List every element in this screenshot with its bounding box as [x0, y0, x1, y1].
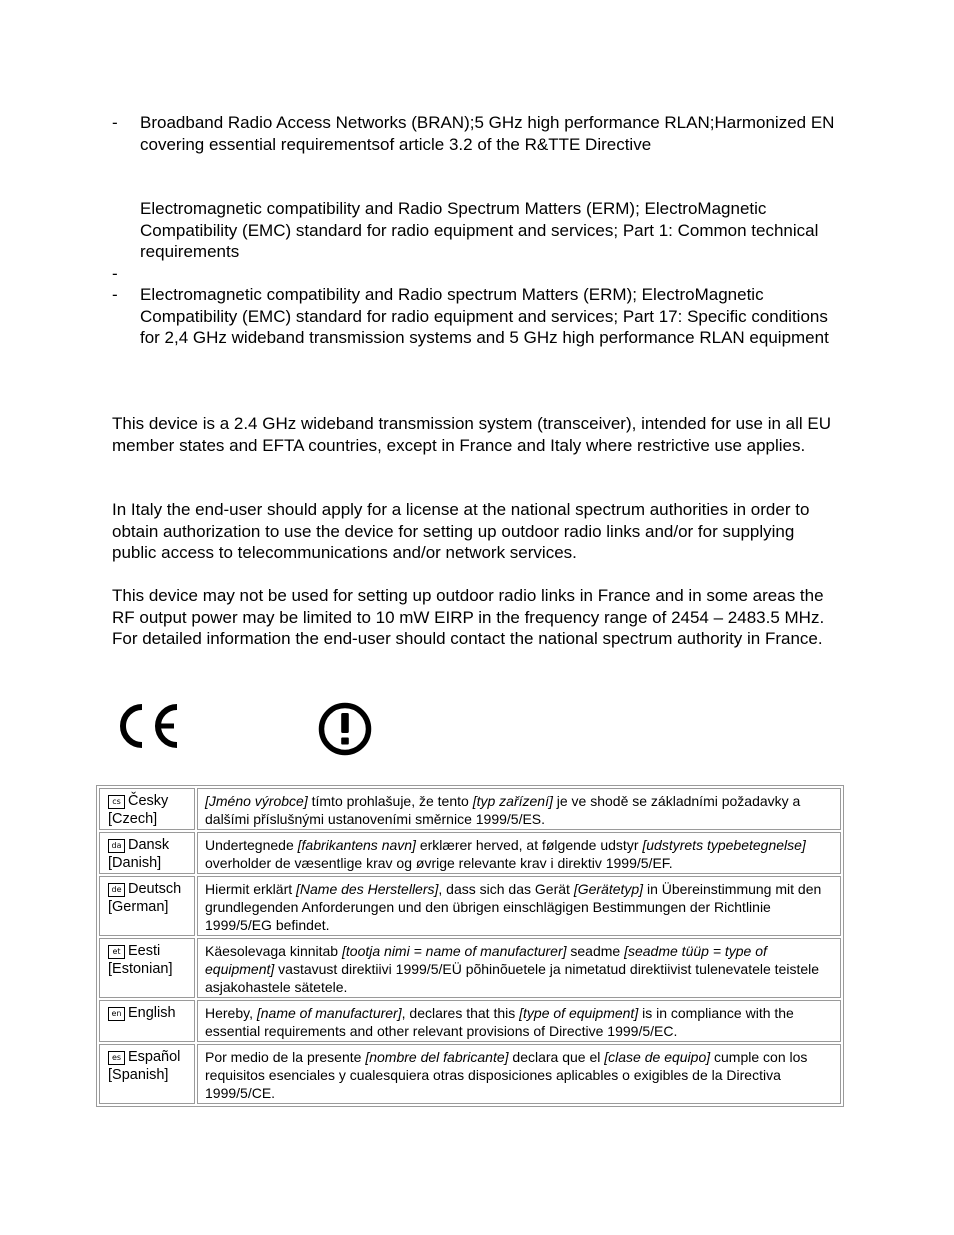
declaration-text [197, 876, 841, 936]
language-name: English [128, 1005, 176, 1021]
declaration-text-fragment: , declares that this [401, 1005, 520, 1021]
language-english-name: [German] [108, 899, 169, 915]
declaration-text-fragment: overholder de væsentlige krav og øvrige relevante krav i direktiv 1999/5/EF. [205, 855, 673, 871]
declaration-text-fragment: erklærer herved, at følgende udstyr [415, 837, 643, 853]
language-name: Dansk [128, 837, 170, 853]
language-cell [99, 876, 195, 936]
language-code-icon: en [108, 1007, 125, 1021]
placeholder-text: [Jméno výrobce] [205, 793, 308, 809]
declaration-row [99, 832, 841, 874]
bullet-text: Electromagnetic compatibility and Radio Spectrum Matters (ERM); ElectroMagnetic Compatibility (EMC) standard for radio equipment and services; Part 1: Common technical requirements [140, 199, 819, 261]
language-cell [99, 1000, 195, 1042]
declaration-text-fragment: , dass sich das Gerät [438, 881, 574, 897]
standard-bullet-1 [112, 112, 852, 155]
language-cell [99, 788, 195, 830]
placeholder-text: [tootja nimi = name of manufacturer] [342, 943, 567, 959]
declaration-text [197, 788, 841, 830]
language-cell [99, 832, 195, 874]
declaration-text-fragment: Hereby, [205, 1005, 257, 1021]
language-code-icon: da [108, 839, 125, 853]
declaration-row [99, 788, 841, 830]
language-english-name: [Danish] [108, 855, 162, 871]
declaration-row [99, 1044, 841, 1104]
language-name: Deutsch [128, 881, 182, 897]
placeholder-text: [udstyrets typebetegnelse] [642, 837, 806, 853]
declaration-text [197, 1044, 841, 1104]
placeholder-text: [name of manufacturer] [256, 1005, 402, 1021]
ce-mark-icon [114, 703, 180, 749]
declaration-text-fragment: seadme [566, 943, 625, 959]
paragraph-italy-license: In Italy the end-user should apply for a license at the national spectrum authorities in order to obtain authorization to use the device for setting up outdoor radio links and/or for supplying public access to telecommunications and/or network services. [112, 500, 810, 562]
declaration-text-fragment: in Übereinstimmung mit den grundlegenden Anforderungen und den übrigen einschlägigen Bestimmungen der Richtlinie 1999/5/EG befindet. [205, 881, 822, 933]
stray-bullet-dash: - [112, 264, 118, 283]
placeholder-text: [fabrikantens navn] [297, 837, 416, 853]
declaration-text-fragment: tímto prohlašuje, že tento [307, 793, 473, 809]
declarations-table [96, 785, 844, 1107]
language-code-icon: et [108, 945, 125, 959]
language-name: Eesti [128, 943, 161, 959]
language-english-name: [Estonian] [108, 961, 173, 977]
bullet-dash: - [112, 113, 118, 132]
declaration-row [99, 876, 841, 936]
declaration-text [197, 1000, 841, 1042]
declaration-row [99, 1000, 841, 1042]
language-english-name: [Spanish] [108, 1067, 169, 1083]
alert-mark-logo [316, 702, 374, 761]
declaration-text-fragment: Käesolevaga kinnitab [205, 943, 342, 959]
declaration-row [99, 938, 841, 998]
language-code-icon: es [108, 1051, 125, 1065]
placeholder-text: [Name des Herstellers] [296, 881, 439, 897]
placeholder-text: [nombre del fabricante] [365, 1049, 509, 1065]
bullet-dash: - [112, 285, 118, 304]
paragraph-device-usage: This device is a 2.4 GHz wideband transmission system (transceiver), intended for use in all EU member states and EFTA countries, except in France and Italy where restrictive use applies. [112, 414, 832, 455]
placeholder-text: [seadme tüüp = type of equipment] [205, 943, 767, 977]
bullet-text: Broadband Radio Access Networks (BRAN);5 GHz high performance RLAN;Harmonized EN covering essential requirementsof article 3.2 of the R&TTE Directive [140, 113, 835, 154]
bullet-text: Electromagnetic compatibility and Radio spectrum Matters (ERM); ElectroMagnetic Compatibility (EMC) standard for radio equipment and services; Part 17: Specific conditions for 2,4 GHz wideband transmission systems and 5 GHz high performance RLAN equipment [140, 285, 829, 347]
declaration-text-fragment: declara que el [508, 1049, 605, 1065]
placeholder-text: [clase de equipo] [604, 1049, 711, 1065]
declaration-text-fragment: Undertegnede [205, 837, 298, 853]
placeholder-text: [typ zařízení] [472, 793, 553, 809]
language-cell [99, 938, 195, 998]
declaration-text-fragment: is in compliance with the essential requirements and other relevant provisions of Directive 1999/5/EC. [205, 1005, 794, 1039]
language-name: Español [128, 1049, 181, 1065]
paragraph-france-restriction: This device may not be used for setting up outdoor radio links in France and in some areas the RF output power may be limited to 10 mW EIRP in the frequency range of 2454 – 2483.5 MHz. For detailed information the end-user should contact the national spectrum authority in France. [112, 586, 825, 648]
language-code-icon: de [108, 883, 125, 897]
placeholder-text: [type of equipment] [519, 1005, 639, 1021]
declaration-text-fragment: Por medio de la presente [205, 1049, 366, 1065]
declaration-text-fragment: je ve shodě se základními požadavky a dalšími příslušnými ustanoveními směrnice 1999/5/ES. [205, 793, 801, 827]
declaration-text [197, 938, 841, 998]
standard-bullet-2 [112, 198, 852, 263]
language-cell [99, 1044, 195, 1104]
ce-mark-logo [114, 703, 180, 754]
language-name: Česky [128, 793, 169, 809]
language-english-name: [Czech] [108, 811, 158, 827]
standard-bullet-3 [112, 284, 852, 349]
declaration-text-fragment: vastavust direktiivi 1999/5/EÜ põhinõuetele ja nimetatud direktiivist tulenevatele teistele asjakohastele sätetele. [205, 961, 820, 995]
declaration-text [197, 832, 841, 874]
alert-class2-icon [316, 702, 374, 756]
declaration-text-fragment: Hiermit erklärt [205, 881, 297, 897]
language-code-icon: cs [108, 795, 125, 809]
placeholder-text: [Gerätetyp] [573, 881, 644, 897]
declaration-text-fragment: cumple con los requisitos esenciales y cualesquiera otras disposiciones aplicables o exigibles de la Directiva 1999/5/CE. [205, 1049, 808, 1101]
